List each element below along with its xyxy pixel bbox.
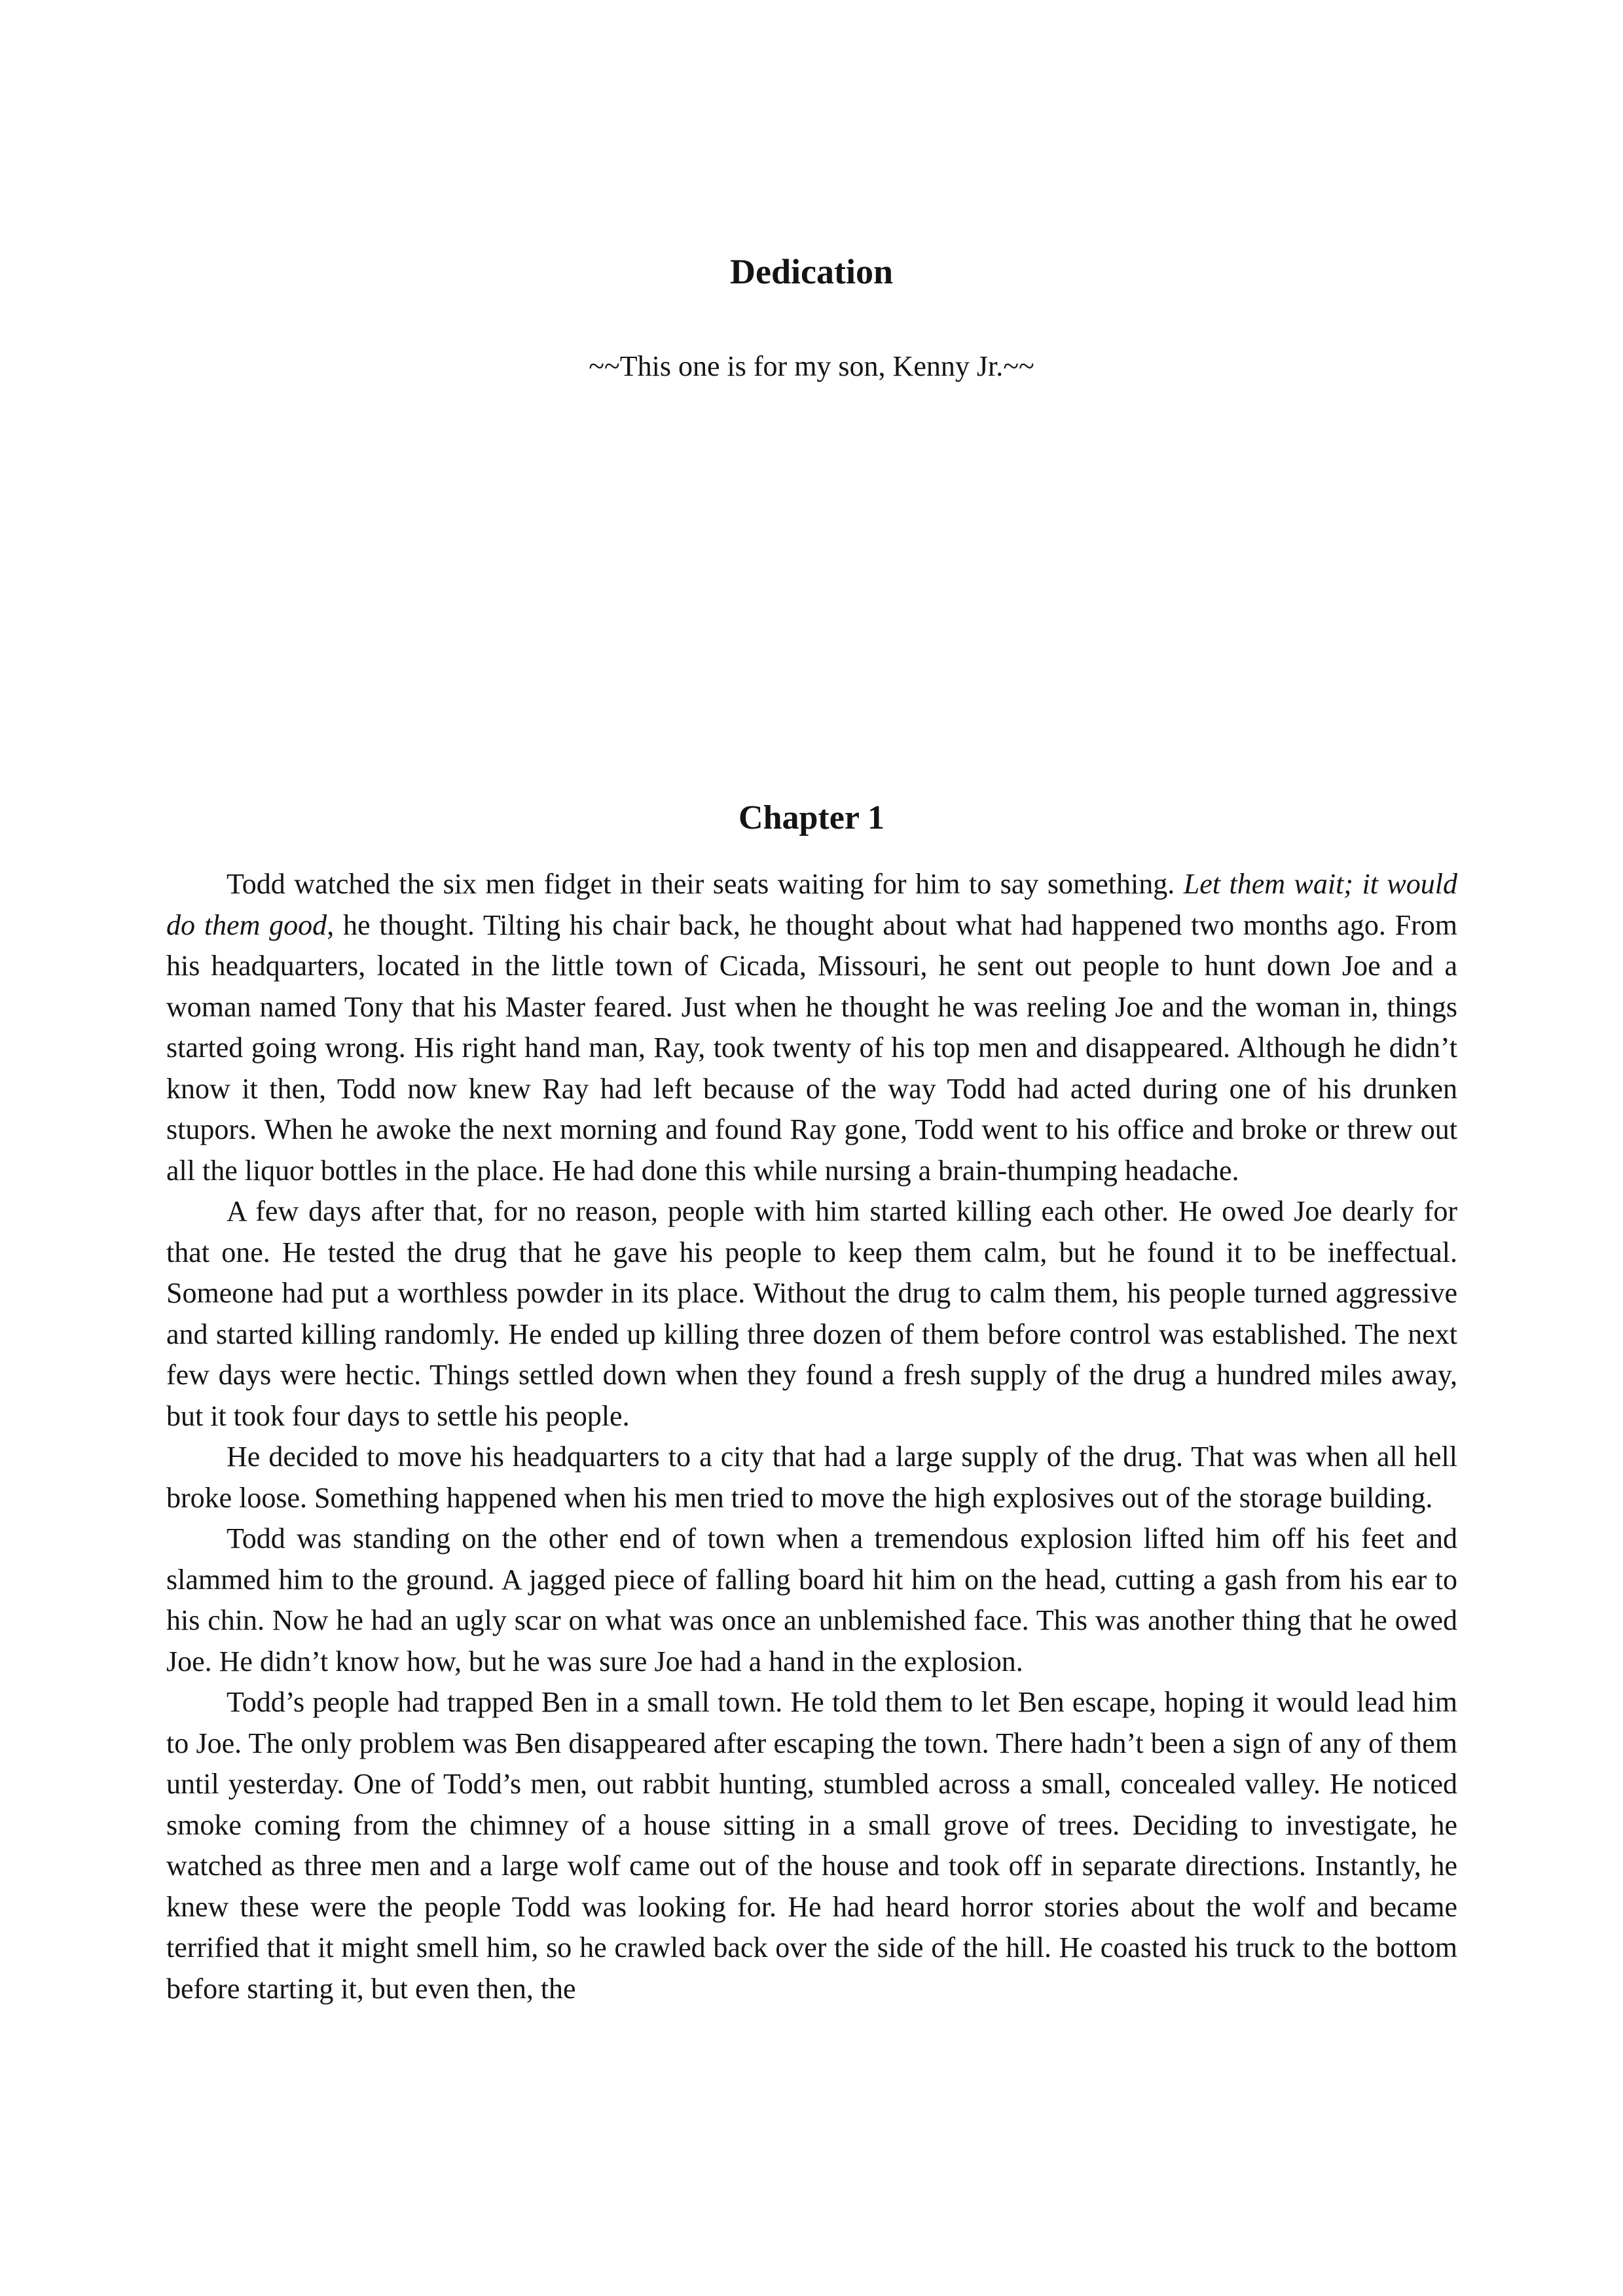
paragraph-2: A few days after that, for no reason, people with him started killing each other. He owed Joe dearly for that one. He tested the drug that he gave his people to keep them calm, but he found it to be ineffectual. Someone had put a worthless powder in its place. Without the drug to calm them, his people turned aggressive and started killing randomly. He ended up killing three dozen of them before control was established. The next few days were hectic. Things settled down when they found a fresh supply of the drug a hundred miles away, but it took four days to settle his people. [166, 1195, 1457, 1432]
paragraph-1-end: , he thought. Tilting his chair back, he thought about what had happened two months ago. From his headquarters, located in the little town of Cicada, Missouri, he sent out people to hunt down Joe and a woman named Tony that his Master feared. Just when he thought he was reeling Joe and the woman in, things started going wrong. His right hand man, Ray, took twenty of his top men and disappeared. Although he didn’t know it then, Todd now knew Ray had left because of the way Todd had acted during one of his drunken stupors. When he awoke the next morning and found Ray gone, Todd went to his office and broke or threw out all the liquor bottles in the place. He had done this while nursing a brain-thumping headache. [166, 908, 1457, 1187]
paragraph-1-italic-thought: Let them wait; it would do them good [166, 868, 1457, 941]
paragraph-3: He decided to move his headquarters to a city that had a large supply of the drug. That was when all hell broke loose. Something happened when his men tried to move the high explosives out of the storage building. [166, 1441, 1457, 1514]
paragraph-1 [166, 864, 1457, 1191]
paragraph-5: Todd’s people had trapped Ben in a small town. He told them to let Ben escape, hoping it would lead him to Joe. The only problem was Ben disappeared after escaping the town. There hadn’t been a sign of any of them until yesterday. One of Todd’s men, out rabbit hunting, stumbled across a small, concealed valley. He noticed smoke coming from the chimney of a house sitting in a small grove of trees. Deciding to investigate, he watched as three men and a large wolf came out of the house and took off in separate directions. Instantly, he knew these were the people Todd was looking for. He had heard horror stories about the wolf and became terrified that it might smell him, so he crawled back over the side of the hill. He coasted his truck to the bottom before starting it, but even then, the [166, 1686, 1457, 2005]
paragraph-1-start: Todd watched the six men fidget in their seats waiting for him to say something. [227, 868, 1184, 900]
dedication-heading: Dedication [730, 252, 893, 291]
chapter-body [166, 864, 1457, 2009]
dedication-text: ~~This one is for my son, Kenny Jr.~~ [589, 350, 1034, 382]
chapter-heading: Chapter 1 [739, 799, 884, 836]
paragraph-4: Todd was standing on the other end of town when a tremendous explosion lifted him off his feet and slammed him to the ground. A jagged piece of falling board hit him on the head, cutting a gash from his ear to his chin. Now he had an ugly scar on what was once an unblemished face. This was another thing that he owed Joe. He didn’t know how, but he was sure Joe had a hand in the explosion. [166, 1522, 1457, 1677]
